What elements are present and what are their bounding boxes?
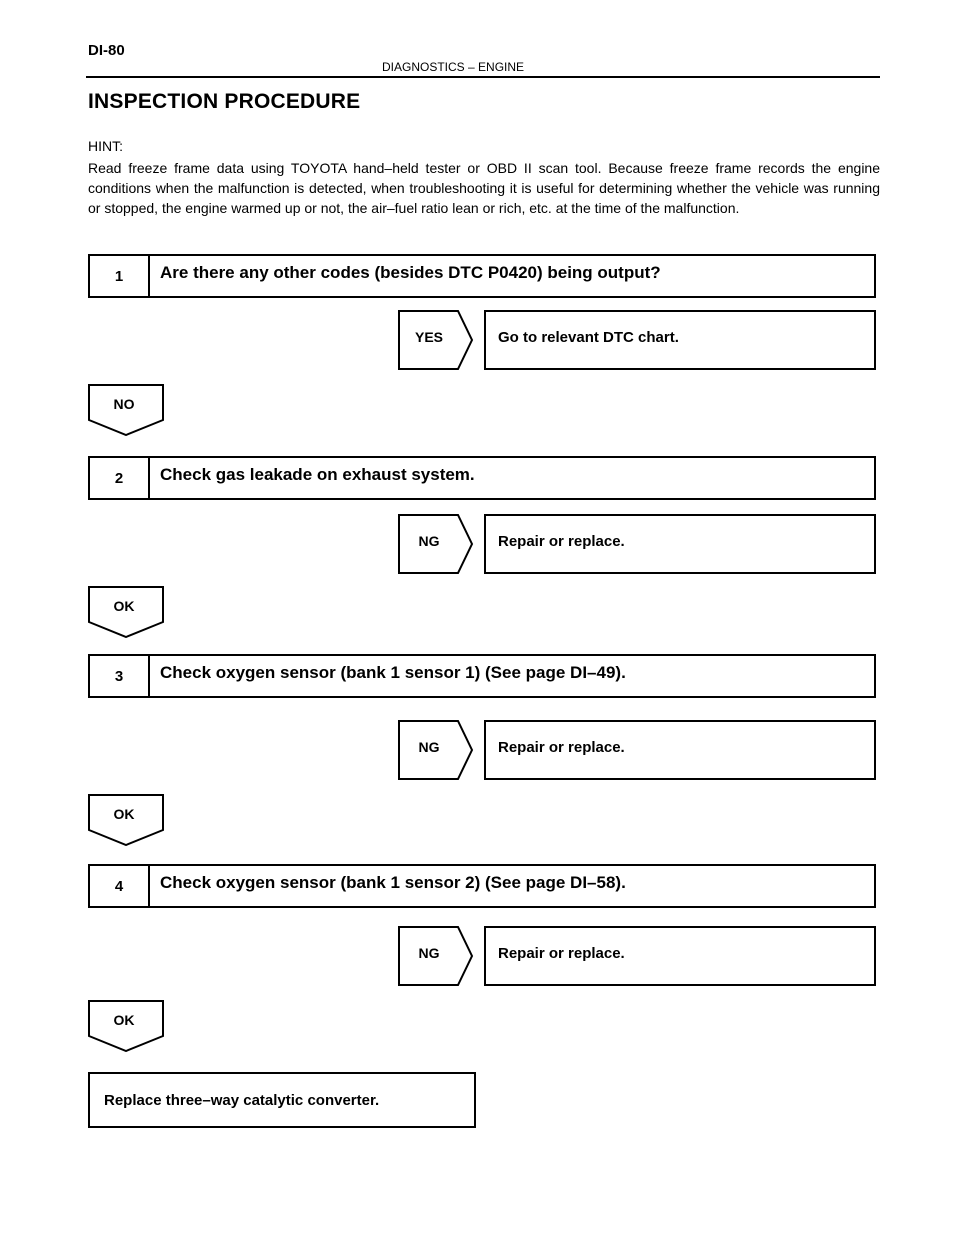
step-4-box bbox=[88, 864, 876, 908]
step-2-branch-label: NG bbox=[418, 533, 440, 549]
step-1-continue-label: NO bbox=[113, 396, 135, 412]
step-1-branch-label: YES bbox=[414, 329, 443, 345]
step-1-text: Are there any other codes (besides DTC P0420) being output? bbox=[160, 263, 661, 282]
step-3-text: Check oxygen sensor (bank 1 sensor 1) (See page DI–49). bbox=[160, 663, 626, 682]
step-2-box bbox=[88, 456, 876, 500]
step-4-branch-label: NG bbox=[418, 945, 440, 961]
step-3-branch-label: NG bbox=[418, 739, 440, 755]
step-2-text: Check gas leakade on exhaust system. bbox=[160, 465, 475, 484]
step-1-box bbox=[88, 254, 876, 298]
header-divider bbox=[86, 76, 880, 78]
hint-label: HINT: bbox=[88, 138, 123, 154]
page-number: DI-80 bbox=[88, 42, 125, 59]
step-3-continue-label: OK bbox=[113, 806, 135, 822]
step-4-text: Check oxygen sensor (bank 1 sensor 2) (See page DI–58). bbox=[160, 873, 626, 892]
step-3-branch-result: Repair or replace. bbox=[484, 720, 876, 780]
step-4-branch-result: Repair or replace. bbox=[484, 926, 876, 986]
step-1-branch-result: Go to relevant DTC chart. bbox=[484, 310, 876, 370]
step-2-continue-label: OK bbox=[113, 598, 135, 614]
step-2-number: 2 bbox=[90, 458, 150, 498]
step-4-number: 4 bbox=[90, 866, 150, 906]
hint-text: Read freeze frame data using TOYOTA hand–held tester or OBD II scan tool. Because freeze frame records the engine conditions when the malfunction is detected, when troubleshooting it is useful for determining whether the vehicle was running or stopped, the engine warmed up or not, the air–fuel ratio lean or rich, etc. at the time of the malfunction. bbox=[88, 160, 880, 216]
step-1-number: 1 bbox=[90, 256, 150, 296]
section-header: DIAGNOSTICS – ENGINE bbox=[382, 60, 525, 74]
page-title: INSPECTION PROCEDURE bbox=[88, 90, 361, 113]
final-action-box: Replace three–way catalytic converter. bbox=[88, 1072, 476, 1128]
step-3-box bbox=[88, 654, 876, 698]
step-4-continue-label: OK bbox=[113, 1012, 135, 1028]
step-2-branch-result: Repair or replace. bbox=[484, 514, 876, 574]
step-3-number: 3 bbox=[90, 656, 150, 696]
